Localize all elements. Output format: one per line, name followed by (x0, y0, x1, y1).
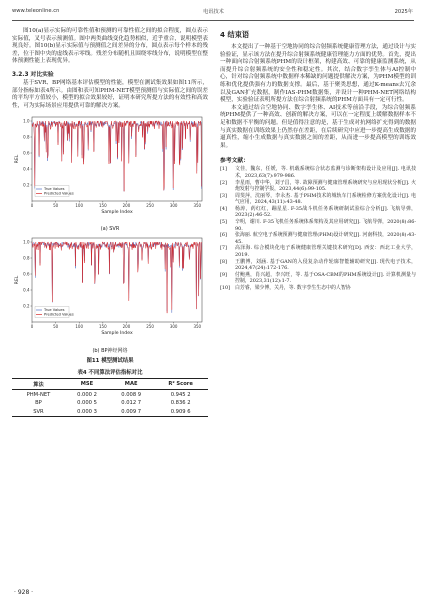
y-tick-label: 0.4 (23, 166, 30, 172)
y-tick-label: 0.2 (23, 303, 30, 309)
y-tick-label: 0.6 (23, 150, 30, 156)
x-tick-label: 150 (99, 203, 107, 209)
reference-item (220, 180, 416, 193)
table-header: MSE (80, 381, 94, 388)
header-url: www.teleonline.cn (12, 8, 60, 14)
x-tick-label: 50 (53, 324, 59, 330)
table-caption: 表4 不同算法评估指标对比 (77, 370, 143, 377)
table-row (12, 390, 208, 399)
page-number: · 928 · (14, 589, 34, 596)
reference-item (220, 193, 416, 206)
figure-b (12, 234, 208, 354)
paragraph: 本文通过结合空地协同、数字孪生体、AI技术等前沿手段，为综合射频系统PHM提供了一种高效、创新的解决方案，可以在一定程度上缓解数据样本不足和数据不平衡的问题。但是值得注意的是，基于生成对抗网络扩充得到的数据与真实数据在训练效果上仍然存在差距，在后续研究中应进一步提高生成数据的逼真性，缩小生成数据与真实数据之间的差距，从而进一步提高模型的训练效果。 (220, 104, 416, 149)
legend-pred-label: Predicted Values (44, 313, 74, 318)
right-column (220, 28, 416, 292)
x-tick-label: 150 (99, 324, 107, 330)
x-tick-label: 200 (122, 324, 131, 330)
reference-number: [6] (220, 232, 227, 239)
section-heading: 3.2.3 对比实验 (12, 71, 54, 78)
reference-list (220, 166, 416, 291)
table-header: R² Score (168, 381, 193, 388)
table-cell: 0.945 2 (170, 391, 191, 398)
reference-number: [8] (220, 258, 227, 265)
true-values-series (32, 121, 202, 191)
reference-item (220, 245, 416, 258)
reference-item (220, 272, 416, 285)
figure-caption: 图11 模型测试结果 (86, 358, 134, 365)
table-cell: 0.012 7 (121, 400, 142, 407)
header-year: 2025年 (394, 9, 413, 15)
table-cell: 0.836 2 (170, 400, 191, 407)
reference-text: 杨涛，药红红，蹦星星. F-35战斗机任务系统研制试验综合分析[J]. 飞航导弹，2023(2):46-52. (235, 205, 416, 219)
figure-a-caption: (a) SVR (100, 226, 120, 233)
reference-item (220, 166, 416, 179)
table-cell: 0.000 3 (77, 409, 97, 416)
table-cell: BP (35, 400, 42, 407)
reference-number: [5] (220, 219, 227, 226)
legend-pred-label: Predicted Values (44, 192, 74, 197)
reference-number: [7] (220, 245, 227, 252)
bp-line-chart (12, 234, 208, 346)
y-tick-label: 1.0 (23, 239, 30, 245)
reference-text: 张海丽. 航空电子系统预测与健康管理(PHM)设计研究[J]. 河南科技，2020(8):43-45. (235, 232, 416, 245)
reference-number: [4] (220, 205, 227, 212)
y-tick-label: 0.4 (23, 287, 30, 293)
reference-text: 白芳睿，梁少博，关丹，等. 数字孪生生态中的人智协 (235, 285, 351, 291)
metrics-table (12, 378, 208, 417)
paragraph: 基于SVR、BP网络基本评估模型的性能，模型在测试集效果如图11所示，部分指标如表4所示。由图和表可知PHM-NET模型预测值与实际值之间的误差的平均平方值较小，模型的拟合效果较好，证明本研究所提方法的有效性和高效性，可为实际场景应用提供可靠的解决方案。 (12, 79, 208, 109)
true-values-series (32, 242, 202, 313)
header-rule (12, 20, 414, 21)
reference-text: 王鹏博，刘涵. 基于GAN的入侵复杂动作轮廓智能辅助研究[J]. 现代电子技术，2024,47(24):172-176. (235, 258, 416, 272)
y-tick-label: 0.8 (23, 134, 30, 140)
x-tick-label: 200 (122, 203, 131, 209)
reference-item (220, 232, 416, 245)
figure-b-caption: (b) BP神经网络 (92, 348, 128, 355)
reference-text: 李星雨，曹中华，刘子昌，等. 故障预测与健康管理系统研究与应用现状分析[J]. 火炮发射与控制学报，2023,44(6):99-105. (235, 179, 416, 193)
reference-item (220, 219, 416, 232)
y-axis-label: REL (15, 276, 20, 285)
paragraph: 图10(a)显示实际的可靠性值和预测的可靠性值之间的拟合程度，圆点表示实际值，叉号表示预测值。图中两类曲线变化趋势相似，近乎重合，说明模型表现良好。图10(b)显示实际值与预测值之间差异的分布，圆点表示每个样本的残差，位于图中央的虚线表示零线。残差分布随机且围绕零线分布，说明模型在整体预测性能上表现优异。 (12, 28, 208, 65)
y-axis-label: REL (15, 155, 20, 164)
paragraph: 本文提出了一种基于空地协同的综合射频系统健康管理方法，通过设计与实验验证，显示该方法在提升综合射频系统健康管理能力方面的优势。首先，提出一种面向综合射频系统PHM的设计框架，构建高效、可靠的健康监测系统，从而提升综合射频系统的安全性和稳定性。其次，结合数字孪生体与AI控制中心，针对综合射频系统中数据样本稀缺的问题提供解决方案，为PHM模型的训练和优化提供强有力的数据支撑。最后，基于聚类思想，通过K-means去冗余以及GAN扩充数据，制作IAS-PHM数据集，并设计一种PHM-NET网络结构模型，实验验证表明所提方法在综合射频系统的PHM方面具有一定可行性。 (220, 44, 416, 104)
y-tick-label: 0.2 (23, 182, 30, 188)
y-tick-label: 0.6 (23, 271, 30, 277)
y-tick-label: 0.8 (23, 255, 30, 261)
page-header (0, 0, 427, 22)
table-cell: PHM-NET (26, 391, 51, 398)
x-tick-label: 0 (30, 324, 34, 330)
predicted-values-series (32, 242, 202, 313)
reference-text: 辛明，谢川. F-35飞机任务系统体系架构及其应用研究[J]. 飞航导弹，2020(8):86-90. (235, 219, 416, 232)
x-tick-label: 300 (169, 324, 178, 330)
svr-line-chart (12, 113, 208, 225)
reference-number: [3] (220, 192, 227, 199)
reference-text: 文佳，魏东，任媛，等. 机载系统综合状态监测与诊断架构设计及应用[J]. 电讯技术，2023,63(7):979-986. (235, 166, 416, 179)
x-tick-label: 0 (30, 203, 34, 209)
predicted-values-series (32, 121, 202, 191)
header-journal: 电讯技术 (203, 9, 224, 15)
table-cell: 0.909 6 (170, 409, 191, 416)
reference-item (220, 206, 416, 219)
x-tick-label: 100 (75, 324, 84, 330)
legend-true-label: True Values (44, 308, 65, 313)
reference-text: 周斐萍，沈丽琴，李永杰. 基于PHM技术的城轨车门系统检修方案优化设计[J]. 电气应用，2024,43(11):43-48. (235, 192, 416, 206)
table-header: MAE (124, 381, 138, 388)
table-cell: SVR (33, 409, 44, 416)
figure-a (12, 113, 208, 232)
x-tick-label: 100 (75, 203, 84, 209)
table-row (12, 408, 208, 417)
x-axis-label: Sample Index (101, 331, 133, 337)
reference-number: [2] (220, 179, 227, 186)
table-cell: 0.008 9 (121, 391, 142, 398)
x-tick-label: 350 (193, 324, 202, 330)
table-header: 算法 (33, 381, 44, 388)
left-column (12, 28, 208, 417)
x-tick-label: 350 (193, 203, 202, 209)
reference-text: 付鲍燕，肖兴超，李兴旺，等. 基于OSA-CBM的PHM系统设计[J]. 计算机测量与控制，2023,31(12):1-7. (235, 271, 416, 285)
reference-item (220, 259, 416, 272)
table-row (12, 399, 208, 408)
table-cell: 0.000 2 (77, 391, 97, 398)
table-cell: 0.009 7 (121, 409, 142, 416)
x-tick-label: 250 (146, 324, 154, 330)
y-tick-label: 1.0 (23, 118, 30, 124)
x-tick-label: 250 (146, 203, 154, 209)
reference-number: [10] (220, 285, 231, 291)
table-cell: 0.000 5 (77, 400, 97, 407)
reference-number: [9] (220, 271, 227, 278)
x-tick-label: 300 (169, 203, 178, 209)
reference-item (220, 285, 416, 292)
reference-number: [1] (220, 166, 227, 173)
x-tick-label: 50 (53, 203, 59, 209)
reference-text: 高泽海. 综合模块化电子系统健康管理关键技术研究[D]. 西安：西北工业大学，2019. (235, 245, 416, 259)
legend-true-label: True Values (44, 187, 65, 192)
references-heading: 参考文献： (220, 158, 249, 165)
section-heading: 4 结束语 (220, 30, 250, 39)
x-axis-label: Sample Index (101, 210, 133, 216)
